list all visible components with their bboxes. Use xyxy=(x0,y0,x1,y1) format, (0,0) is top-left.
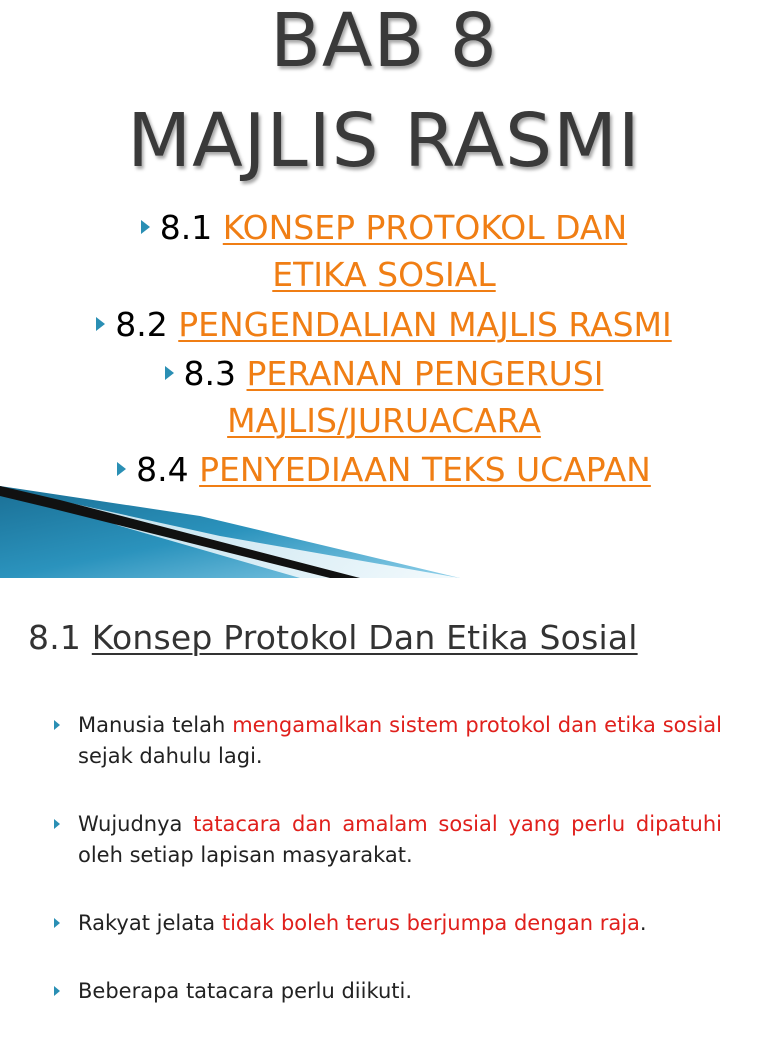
toc-item-8-3 xyxy=(0,350,768,444)
bullet-text: Wujudnya xyxy=(78,812,194,836)
bullet-text: sejak dahulu lagi. xyxy=(78,744,263,768)
toc-item-8-2 xyxy=(0,301,768,348)
bullet-emphasis: tatacara dan amalam sosial yang perlu dipatuhi xyxy=(193,812,722,836)
bullet-arrow-icon xyxy=(54,986,60,996)
bullet-arrow-icon xyxy=(54,819,60,829)
bullet-arrow-icon xyxy=(54,720,60,730)
section-heading-text: Konsep Protokol Dan Etika Sosial xyxy=(91,618,638,657)
section-heading-number: 8.1 xyxy=(28,618,82,657)
list-item xyxy=(52,908,722,939)
toc-number: 8.2 xyxy=(115,305,168,344)
slide-2 xyxy=(0,578,768,1024)
slide-title-line-2: MAJLIS RASMI xyxy=(127,98,641,184)
bullet-arrow-icon xyxy=(165,366,174,380)
section-heading xyxy=(28,618,638,657)
list-item xyxy=(52,809,722,871)
slide-title-line-1: BAB 8 xyxy=(270,0,498,84)
bullet-text: . xyxy=(639,911,647,935)
toc-number: 8.1 xyxy=(159,208,213,247)
toc-number: 8.3 xyxy=(183,354,236,393)
toc-item-8-1 xyxy=(0,204,768,298)
toc-number: 8.4 xyxy=(136,450,189,489)
bullet-arrow-icon xyxy=(117,462,126,476)
bullet-text: oleh setiap lapisan masyarakat. xyxy=(78,843,413,867)
toc-link-peranan-pengerusi[interactable]: PERANAN PENGERUSI xyxy=(246,354,604,393)
bullet-arrow-icon xyxy=(96,317,105,331)
bullet-text: Rakyat jelata xyxy=(78,911,222,935)
bullet-arrow-icon xyxy=(54,918,60,928)
bullet-emphasis: mengamalkan sistem protokol dan etika sosial xyxy=(232,713,722,737)
bullet-list xyxy=(52,710,722,1044)
toc-link-konsep-protokol[interactable]: KONSEP PROTOKOL DAN xyxy=(222,208,628,247)
bullet-arrow-icon xyxy=(141,220,150,234)
decorative-wedge xyxy=(0,486,460,578)
bullet-text: Manusia telah xyxy=(78,713,233,737)
toc-link-penyediaan-teks[interactable]: PENYEDIAAN TEKS UCAPAN xyxy=(199,450,651,489)
bullet-emphasis: tidak boleh terus berjumpa dengan raja xyxy=(221,911,640,935)
toc-link-pengendalian[interactable]: PENGENDALIAN MAJLIS RASMI xyxy=(178,305,672,344)
toc-link-etika-sosial[interactable]: ETIKA SOSIAL xyxy=(272,255,496,294)
list-item xyxy=(52,976,722,1007)
toc-link-majlis-juruacara[interactable]: MAJLIS/JURUACARA xyxy=(227,401,541,440)
bullet-text: Beberapa tatacara perlu diikuti. xyxy=(78,979,413,1003)
list-item xyxy=(52,710,722,772)
